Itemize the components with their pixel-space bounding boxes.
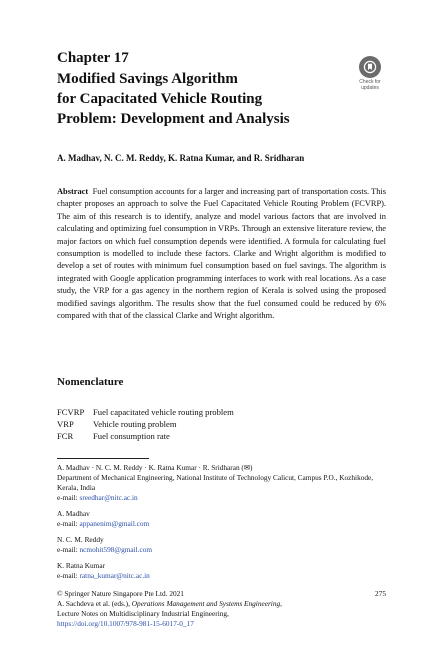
affiliation-item <box>57 535 386 555</box>
page-number: 275 <box>375 589 386 598</box>
chapter-label: Chapter 17 <box>57 50 129 66</box>
affiliation-email-row: e-mail: ncmohit598@gmail.com <box>57 545 153 554</box>
affiliation-name: A. Madhav <box>57 509 90 518</box>
nomenclature-def: Vehicle routing problem <box>93 419 177 429</box>
affiliation-email-row: e-mail: ratna_kumar@nitc.ac.in <box>57 571 150 580</box>
chapter-title-line: for Capacitated Vehicle Routing <box>57 91 263 107</box>
email-link[interactable]: ncmohit598@gmail.com <box>79 545 153 554</box>
abstract-keyword: Abstract <box>57 187 89 196</box>
nomenclature-abbr: FCR <box>57 431 74 441</box>
affiliation-email-row: e-mail: appanenim@gmail.com <box>57 519 150 528</box>
chapter-title-line: Problem: Development and Analysis <box>57 111 290 127</box>
nomenclature-item <box>57 430 357 442</box>
author-list: A. Madhav, N. C. M. Reddy, K. Ratna Kumar, and R. Sridharan <box>57 153 305 163</box>
copyright-line: © Springer Nature Singapore Pte Ltd. 2021 <box>57 589 184 598</box>
doi-link[interactable]: https://doi.org/10.1007/978-981-15-6017-0_17 <box>57 619 194 628</box>
affiliation-item <box>57 561 386 581</box>
affiliation-email-row: e-mail: sreedhar@nitc.ac.in <box>57 493 138 502</box>
nomenclature-def: Fuel consumption rate <box>93 431 170 441</box>
chapter-title-line: Modified Savings Algorithm <box>57 71 238 87</box>
affiliation-main <box>57 463 386 503</box>
footnote-divider <box>57 458 149 459</box>
affiliation-department: Department of Mechanical Engineering, National Institute of Technology Calicut, Campus P.O., Kozhikode, Kerala, India <box>57 473 374 492</box>
check-for-updates-label: Check for updates <box>359 79 381 91</box>
series-line: Lecture Notes on Multidisciplinary Industrial Engineering, <box>57 609 229 618</box>
nomenclature-list <box>57 406 357 442</box>
nomenclature-abbr: VRP <box>57 419 74 429</box>
check-for-updates-badge[interactable] <box>354 56 386 91</box>
bookmark-icon <box>359 56 381 78</box>
email-link[interactable]: sreedhar@nitc.ac.in <box>79 493 138 502</box>
nomenclature-def: Fuel capacitated vehicle routing problem <box>93 407 234 417</box>
nomenclature-item <box>57 418 357 430</box>
publication-footer <box>57 589 386 629</box>
nomenclature-abbr: FCVRP <box>57 407 85 417</box>
nomenclature-item <box>57 406 357 418</box>
abstract-text: Fuel consumption accounts for a larger and increasing part of transportation costs. This chapter proposes an approach to solve the Fuel Capacitated Vehicle Routing Problem (FCVRP). The aim of this research is to identify, analyze and model various factors that are involved in calculating and optimizing fuel consumption in VRPs. Through an extensive literature review, the major factors on which fuel consumption depends were identified. A formula for calculating fuel consumption is modelled to include these factors. Clarke and Wright algorithm is modified to develop a set of routes with minimum fuel consumption based on fuel savings. The algorithm is integrated with Google application programming interfaces to work with real locations. As a case study, the VRP for a gas agency in the northern region of Kerala is solved using the proposed modified savings algorithm. The results show that the fuel consumed could be reduced by 6% compared with that of the classical Clarke and Wright algorithm. <box>57 187 387 321</box>
affiliation-authors: A. Madhav · N. C. M. Reddy · K. Ratna Kumar · R. Sridharan (✉) <box>57 463 253 472</box>
nomenclature-heading: Nomenclature <box>57 376 124 388</box>
chapter-title <box>57 69 357 129</box>
affiliation-item <box>57 509 386 529</box>
affiliation-name: K. Ratna Kumar <box>57 561 106 570</box>
abstract <box>57 186 386 322</box>
email-link[interactable]: ratna_kumar@nitc.ac.in <box>79 571 150 580</box>
affiliation-name: N. C. M. Reddy <box>57 535 104 544</box>
email-link[interactable]: appanenim@gmail.com <box>79 519 150 528</box>
citation-line: A. Sachdeva et al. (eds.), Operations Management and Systems Engineering, <box>57 599 282 608</box>
